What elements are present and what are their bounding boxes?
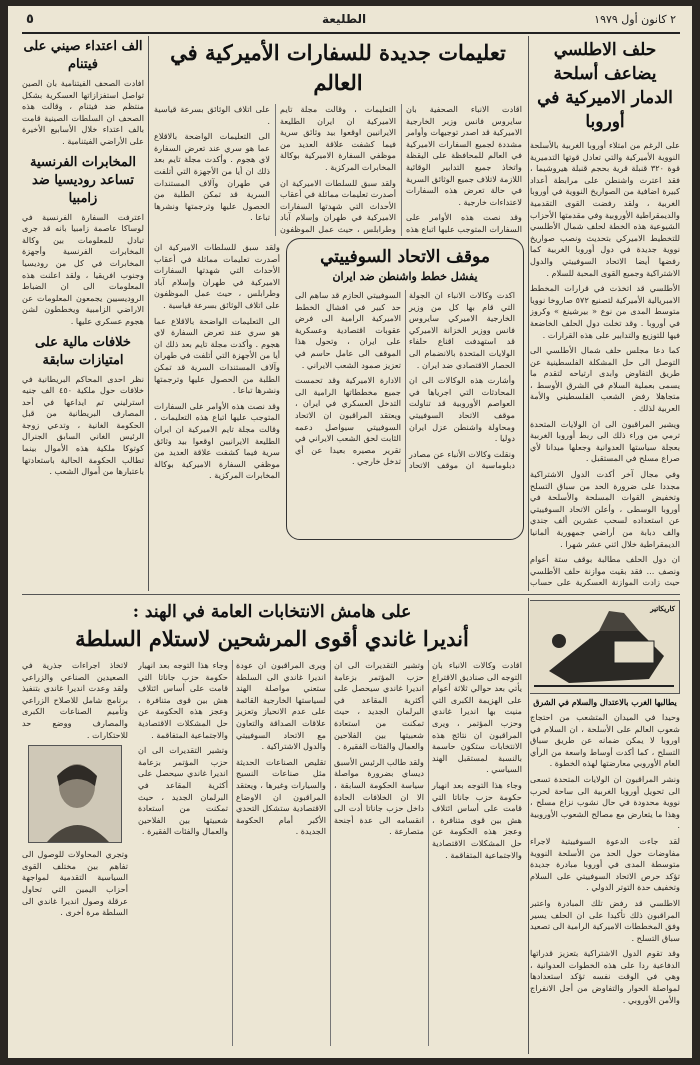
paragraph: ويشير المراقبون الى ان الولايات المتحدة ترمي من وراء ذلك الى ربط أوروبا الغربية بعجلة سياستها العدوانية وجعلها ميدانا لأي صراع مسلح في المستقبل . — [530, 418, 680, 464]
india-body — [138, 660, 522, 1046]
portrait-drawing — [29, 746, 121, 842]
paragraph: كما دعا مجلس حلف شمال الأطلسي الى التوصل الى حل المشكلة الفلسطينية عن طريق التفاوض وابدى ارتياحه لتقدم ما يسمى بعملية السلام في الشرق الأوسط ، متجاهلا رفض الشعب الفلسطيني والأمة العربية لذلك . — [530, 345, 680, 414]
paragraph: الاطلسي قد رفض تلك المبادرة واعتبر المراقبون ذلك تأكيدا على ان الحلف يسير وفق المخططات الاميركية الرامية الى تصعيد سباق التسلح . — [530, 897, 680, 943]
paragraph: وتجري المحاولات للوصول الى تفاهم بين مختلف القوى السياسية التقدمية لمواجهة أحزاب اليمين التي تحاول عرقلة وصول انديرا غاندي الى السلطة مرة أخرى . — [22, 849, 128, 918]
paragraph: افادت الصحف الفيتنامية بان الصين تواصل استفزازاتها العسكرية بشكل منتظم ضد فيتنام ، وقالت هذه الصحف ان السلطات الصينية قامت بالف اعتداء خلال الأسابيع الأخيرة على الأراضي الفيتنامية . — [22, 78, 144, 146]
embassy-article-continued — [154, 242, 280, 590]
cartoon-caption: يطالبها الغرب بالاعتدال والسلام في الشرق — [533, 697, 677, 707]
news-briefs — [22, 38, 144, 590]
paragraph: ولقد سبق للسلطات الاميركية ان أصدرت تعليمات مماثلة في أعقاب الأحداث التي شهدتها السفارات الاميركية في طهران وإسلام آباد وطرابلس ، حيث عمل الموظفون على اتلاف الوثائق بسرعة قياسية . — [154, 104, 396, 234]
issue-date: ٢ كانون أول ١٩٧٩ — [594, 13, 676, 26]
page-number: ٥ — [26, 12, 34, 27]
nato-continuation — [530, 600, 680, 1052]
paragraph: وتشير التقديرات الى ان حزب المؤتمر بزعامة انديرا غاندي سيحصل على أكثرية المقاعد في البرلمان الجديد ، حيث تمكنت من استعادة شعبيتها بين الفلاحين والعمال والفئات الفقيرة . — [334, 660, 424, 752]
embassy-article — [154, 38, 522, 238]
brief-headline: الف اعتداء صيني على فيتنام — [23, 39, 143, 72]
page-header — [22, 10, 680, 34]
paragraph: وقد تقوم الدول الاشتراكية بتعزيز قدراتها الدفاعية ردا على هذه الخطوات العدوانية ، وهي في الوقت نفسه تؤكد استعدادها لمواصلة الحوار والتفاوض من أجل الانفراج والأمن الأوروبي . — [530, 948, 680, 1005]
paragraph: وأشارت هذه الوكالات الى ان المحادثات التي اجرياها في العواصم الأوروبية قد تناولت موقف الاتحاد السوفييتي ومحاولة واشنطن عزل ايران دوليا . — [409, 375, 515, 444]
paragraph: ونشر المراقبون ان الولايات المتحدة تسعى الى تحويل أوروبا الغربية الى ساحة لحرب نووية محدودة في حال نشوب نزاع مسلح ، وهذا ما يتعارض مع مصالح الشعوب الأوروبية . — [530, 773, 680, 831]
nato-headline: حلف الاطلسي يضاعف أسلحة الدمار الاميركية في أوروبا — [537, 40, 673, 132]
paragraph: ولقد سبق للسلطات الاميركية ان أصدرت تعليمات مماثلة في أعقاب الأحداث التي شهدتها السفارات الاميركية في طهران وإسلام آباد وطرابلس ، حيث عمل الموظفون على اتلاف الوثائق بسرعة قياسية . — [154, 242, 280, 310]
paragraph: على الرغم من امتلاء أوروبا الغربية بالأسلحة النووية الأميركية والتي تعادل قوتها التدميرية قوة ٣٢٠ قنبلة قرية بحجم قنبلة هيروشيما ، فقد اعترت واشنطن على مرابطة أعداد كبيرة اضافية من الصواريخ النووية في أوروبا الغربية ، ولقد رفضت القوى التقدمية والديمقراطية الأوروبية وفي مقدمتها الأحزاب الشيوعية هذه الخطة لحلف شمال الأطلسي للتخطيط الاميركي بتحديث ونصب صواريخ نووية جديدة في دول أوروبا الغربية كما رفضها أيضا الاتحاد السوفييتي والدول الاشتراكية وجميع القوى المحبة للسلام . — [530, 140, 680, 278]
paragraph: لاتخاذ اجراءات جذرية في الصعيدين الصناعي والزراعي ولقد وعدت انديرا غاندي بتنفيذ برنامج شامل للاصلاح الزراعي وتأميم الصناعات الكبرى والمصارف ووضع حد للاحتكارات . — [22, 660, 128, 740]
paragraph: الأطلسي قد اتخذت في قرارات المخطط الامبريالية الأميركية لتصنيع ٥٧٢ صاروخا نوويا متوسط المدى من نوع « بيرشينغ » وكروز في أوروبا . وقد تخلت دول الحلف الخاضعة فيها للتوزيع والتدابير على هذه القرارات . — [530, 283, 680, 340]
section-divider — [22, 594, 680, 595]
paragraph: وقد نصت هذه الأوامر على السفارات المتوجب عليها اتباع هذه التعليمات ، وقالت مجلة تايم الاميركية ان ايران الطليعة الايرانيين اوقعوا بيد وثائق سرية فيما كشفت علاقة العديد من موظفي السفارة الاميركية بوكالة المخابرات المركزية . — [280, 104, 522, 234]
paragraph: وجاء هذا التوجه بعد انهيار حكومة حزب جاناتا التي قامت على أساس ائتلاف هش بين قوى متنافرة ، وعجز هذه الحكومة عن حل المشكلات الاقتصادية والاجتماعية المتفاقمة . — [138, 660, 228, 740]
paragraph: الى التعليمات الواضحة بالاقلاع عما هو سري عند تعرض السفارة لاي هجوم . وأكدت مجلة تايم بعد ذلك ان أيا من الأجهزة التي أتلفت في طهران وآلاف المستندات السرية قد تمكن الطلبة من الحصول عليها وترجمتها ونشرها تباعا . — [154, 315, 280, 396]
paragraph: وتشير التقديرات الى ان حزب المؤتمر بزعامة انديرا غاندي سيحصل على أكثرية المقاعد في البرلمان الجديد ، حيث تمكنت من استعادة شعبيتها بين الفلاحين والعمال والفئات الفقيرة . — [138, 745, 228, 837]
paragraph: الادارة الاميركية وقد تحمست جميع مخططاتها الرامية الى التدخل العسكري في ايران ، ويعتقد المراقبون ان الاتحاد السوفييتي سيواصل دعمه الثابت لحق الشعب الايراني في تقرير مصيره بعيدا عن أي تدخل خارجي . — [295, 375, 401, 467]
soviet-box — [286, 238, 524, 540]
embassy-headline: تعليمات جديدة للسفارات الأميركية في العالم — [170, 40, 506, 95]
india-headline-line1: على هامش الانتخابات العامة في الهند : — [132, 602, 412, 622]
brief-headline: المخابرات الفرنسية تساعد روديسيا ضد زامبيا — [29, 154, 137, 206]
cartoon-image — [530, 600, 680, 694]
paragraph: ولقد طالب الرئيس الأسبق ديساي بضرورة مواصلة سياسة الحكومة السابقة ، الا ان الخلافات الحادة داخل حزب جاناتا أدت الى انقسامه الى عدة أجنحة متصارعة . — [334, 756, 424, 837]
paragraph: اقادت الانباء الصحفية بان سايروس فانس وزير الخارجية الاميركية قد اصدر توجيهات وأوامر مشددة لجميع السفارات الاميركية في العالم للمحافظة على اليقظة واتخاذ جميع التدابير الوقائية اللازمة لاتلاف جميع الوثائق السرية في حالة تعرض هذه السفارات لاعتداءات خارجية . — [406, 104, 522, 207]
paragraph: ويرى المراقبون ان عودة انديرا غاندي الى السلطة ستعني مواصلة الهند لسياستها الخارجية القائمة على عدم الانحياز وتعزيز علاقات الصداقة والتعاون مع الاتحاد السوفييتي والدول الاشتراكية . — [236, 660, 326, 752]
paragraph: وفي مجال آخر أكدت الدول الاشتراكية مجددا على ضرورة الحد من سباق التسلح وتخفيض القوات المسلحة والأسلحة في أوروبا الوسطى ، وأعلن الاتحاد السوفييتي عن استعداده لسحب عشرين ألف جندي والف دبابة من أراضي جمهورية ألمانيا الديمقراطية خلال اثني عشر شهرا . — [530, 469, 680, 549]
soviet-headline: موقف الاتحاد السوفييتي — [320, 247, 490, 267]
paragraph: وجاء هذا التوجه بعد انهيار حكومة حزب جاناتا التي قامت على أساس ائتلاف هش بين قوى متنافرة ، وعجز هذه الحكومة عن حل المشكلات الاقتصادية والاجتماعية المتفاقمة . — [432, 779, 522, 860]
paragraph: اعترفت السفارة الفرنسية في لوساكا عاصمة زامبيا بانه قد جرى تبادل للمعلومات بين وكالة المخابرات الفرنسية وأجهزة المخابرات في كل من روديسيا وجنوب افريقيا ، ولقد اعلنت هذه المعلومات الى ان الضباط الروديسيين يجمعون المعلومات عن الاراضي الزامبية ويخططون لشن هجوم عسكري عليها . — [22, 211, 144, 326]
india-left-column — [22, 660, 128, 1046]
paragraph: ونقلت وكالات الأنباء عن مصادر دبلوماسية ان موقف الاتحاد السوفييتي الحازم قد ساهم الى حد كبير في افشال الخطط الاميركية الرامية الى فرض عقوبات اقتصادية وعسكرية على ايران ، وتحول هذا الموقف الى عامل حاسم في تعزيز صمود الشعب الايراني . — [295, 290, 515, 471]
paragraph: وقد نصت هذه الأوامر على السفارات المتوجب عليها اتباع هذه التعليمات ، وقالت مجلة تايم الاميركية ان ايران الطليعة الايرانيين اوقعوا بيد وثائق سرية فيما كشفت علاقة العديد من موظفي السفارة الاميركية بوكالة المخابرات المركزية . — [154, 400, 280, 481]
column-divider — [148, 36, 149, 591]
nato-article — [530, 38, 680, 590]
india-headline-line2: أنديرا غاندي أقوى المرشحين لاستلام السلطة — [75, 626, 469, 651]
paragraph: الى التعليمات الواضحة بالاقلاع عما هو سري عند تعرض السفارة لاي هجوم . وأكدت مجلة تايم بعد ذلك ان أيا من الأجهزة التي أتلفت في طهران وآلاف المستندات السرية قد تمكن الطلبة من الحصول عليها وترجمتها ونشرها تباعا . — [154, 131, 270, 223]
soviet-subheadline: يفشل خطط واشنطن ضد ايران — [332, 270, 478, 283]
masthead: الطليعة — [322, 12, 367, 26]
paragraph: تقليص الصناعات الحديثة مثل صناعات النسيج والسيارات وغيرها ، ويعتقد المراقبون ان الاوضاع الاقتصادية ستشكل التحدي الأكبر أمام الحكومة الجديدة . — [236, 756, 326, 837]
cartoon-drawing — [530, 601, 679, 693]
newspaper-page — [8, 6, 692, 1058]
india-article — [22, 600, 522, 1052]
brief-headline: خلافات مالية على امتيازات سابقة — [35, 334, 131, 368]
column-divider — [528, 598, 529, 1054]
paragraph: وحيدا في الميدان المتشعب من احتجاج شعوب العالم على الأسلحة ، ان السلام في اوروبا لا يمكن ضمانه عن طريق سباق التسلح ، كما أكدت أوساط واسعة من الرأي العام الأوروبي معارضتها لهذه الخطوة . — [530, 712, 680, 769]
paragraph: اكدت وكالات الانباء ان الجولة التي قام بها كل من وزير الخارجية الاميركي سايروس فانس ووزير الخزانة الاميركي قد استهدفت اقناع حلفاء الولايات المتحدة بالانضمام الى الحصار الاقتصادي ضد ايران . — [409, 290, 515, 370]
paragraph: لقد جاءت الدعوة السوفييتية لاجراء مفاوضات حول الحد من الأسلحة النووية متوسطة المدى في أوروبا مبادرة جديدة تؤكد حرص الاتحاد السوفييتي على السلام وتخفيف حدة التوتر الدولي . — [530, 835, 680, 893]
column-divider — [528, 36, 529, 591]
cartoon-label: كاريكاتير — [650, 604, 675, 613]
paragraph: اقادت وكالات الانباء بان التوجه الى صناديق الاقتراع يأتي بعد حوالي ثلاثة أعوام على الهزيمة الكبرى التي منيت بها انديرا غاندي وحزب المؤتمر ، ويرى المراقبون ان نتائج هذه الانتخابات ستكون حاسمة بالنسبة لمستقبل الهند السياسي . — [432, 660, 522, 775]
paragraph: ان دول الحلف مطالبة بوقف ستة أعوام ونصف ... فقد بقيت موازنة حلف الأطلسي حيث زادت الموازنة العسكرية على حساب — [530, 554, 680, 588]
paragraph: نظر احدى المحاكم البريطانية في خلافات حول ملكية ٤٥٠ الف جنيه استرليني تم ايداعها في أحد المصارف البريطانية من قبل الحكومة الغانية ، وتدعي زوجة الرئيس الغاني السابق الجنرال كوتوكا ملكية هذه الأموال بينما تطالب الحكومة الحالية باستعادتها باعتبارها من أموال الشعب . — [22, 373, 144, 477]
indira-gandhi-photo — [28, 745, 122, 843]
